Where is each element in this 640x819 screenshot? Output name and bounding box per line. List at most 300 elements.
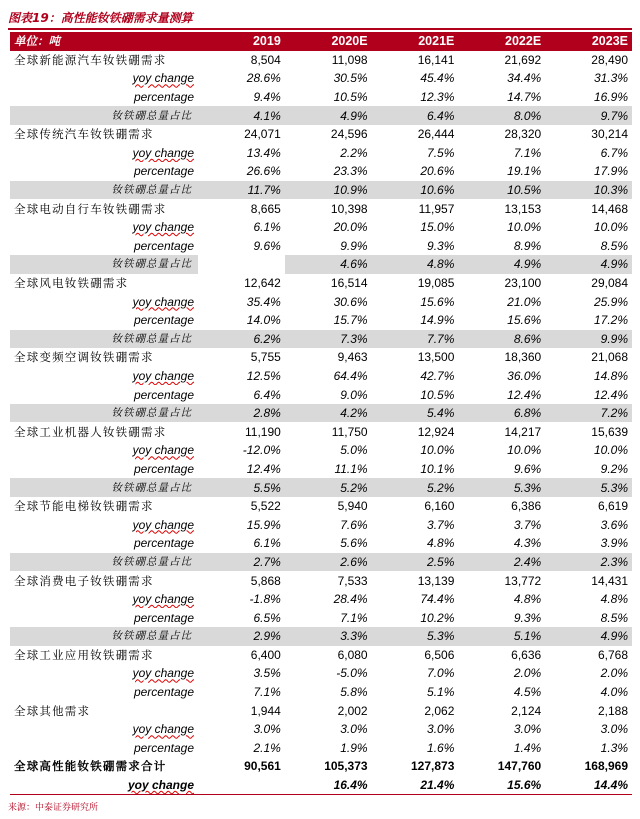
table-cell: 10.5% xyxy=(420,387,455,402)
table-cell: 5.4% xyxy=(372,404,459,423)
table-row xyxy=(10,478,632,497)
yoy-label xyxy=(10,69,198,88)
table-cell: 15.7% xyxy=(333,313,368,328)
table-row xyxy=(10,534,632,553)
yoy-label-text: yoy change xyxy=(132,443,194,458)
table-cell: 15.9% xyxy=(246,517,281,532)
table-cell: 7.0% xyxy=(427,666,455,681)
table-cell: 6.7% xyxy=(600,145,628,160)
yoy-label-text: yoy change xyxy=(132,517,194,532)
table-cell: 9.2% xyxy=(600,461,628,476)
table-cell: 15.6% xyxy=(507,313,542,328)
table-cell: 36.0% xyxy=(507,368,542,383)
table-cell: 4.1% xyxy=(198,106,285,125)
table-cell: 4.5% xyxy=(513,685,542,700)
table-cell: 8.6% xyxy=(458,330,545,349)
table-row xyxy=(10,181,632,200)
table-cell: 10.0% xyxy=(420,443,455,458)
table-cell: 12.4% xyxy=(246,461,281,476)
title-rule xyxy=(8,28,632,30)
table-cell: 2.9% xyxy=(198,627,285,646)
table-cell: 2,188 xyxy=(597,703,628,718)
table-cell: 4.2% xyxy=(285,404,372,423)
table-cell: 3.7% xyxy=(513,517,542,532)
row-label: 全球其他需求 xyxy=(14,703,91,718)
yoy-label-text: yoy change xyxy=(132,71,194,86)
table-cell: 26.6% xyxy=(246,164,281,179)
table-row xyxy=(10,255,632,274)
table-cell: 17.9% xyxy=(593,164,628,179)
table-cell: 1.6% xyxy=(427,740,455,755)
table-row xyxy=(10,69,632,88)
table-cell: 11,098 xyxy=(331,52,368,67)
table-cell: 24,596 xyxy=(330,127,368,142)
table-cell: 28.4% xyxy=(333,592,368,607)
table-cell: 15.6% xyxy=(458,776,545,795)
table-cell: 4.8% xyxy=(372,255,459,274)
table-row xyxy=(10,627,632,646)
table-cell: -1.8% xyxy=(249,592,281,607)
table-cell: 6.4% xyxy=(372,106,459,125)
table-cell: 8,665 xyxy=(250,201,281,216)
yoy-label xyxy=(10,720,198,739)
table-cell: 14.4% xyxy=(545,776,632,795)
yoy-label xyxy=(10,292,198,311)
table-cell: 2,002 xyxy=(337,703,368,718)
table-cell: 10.0% xyxy=(507,443,542,458)
table-cell: 5.0% xyxy=(340,443,368,458)
yoy-label xyxy=(10,515,198,534)
yoy-label xyxy=(10,144,198,163)
percentage-label: percentage xyxy=(133,313,194,328)
table-cell: 3.0% xyxy=(253,722,281,737)
table-cell: 8,504 xyxy=(250,52,281,67)
table-row xyxy=(10,367,632,386)
percentage-label: percentage xyxy=(133,164,194,179)
percentage-label: percentage xyxy=(133,238,194,253)
table-cell: 4.9% xyxy=(458,255,545,274)
table-cell: 7.6% xyxy=(340,517,368,532)
table-cell: 6,636 xyxy=(511,647,542,662)
row-label: 全球变频空调钕铁硼需求 xyxy=(14,350,154,365)
table-cell: 14,468 xyxy=(591,201,628,216)
percentage-label: percentage xyxy=(133,685,194,700)
table-cell: 2.2% xyxy=(340,145,368,160)
table-cell: 15.6% xyxy=(420,294,455,309)
table-cell: 5,940 xyxy=(337,499,368,514)
table-cell: 7.1% xyxy=(340,610,368,625)
yoy-label-text: yoy change xyxy=(132,592,194,607)
share-label: 钕铁硼总量占比 xyxy=(10,553,198,572)
yoy-label-text: yoy change xyxy=(127,778,194,793)
table-cell: 4.6% xyxy=(285,255,372,274)
row-label: 全球传统汽车钕铁硼需求 xyxy=(14,127,154,142)
table-cell: 6,506 xyxy=(424,647,455,662)
table-cell: 35.4% xyxy=(246,294,281,309)
table-cell: -5.0% xyxy=(336,666,368,681)
table-cell: 25.9% xyxy=(593,294,628,309)
table-cell: 12.3% xyxy=(420,90,455,105)
table-cell: 12.4% xyxy=(507,387,542,402)
table-cell xyxy=(198,255,285,274)
table-cell: 4.9% xyxy=(545,255,632,274)
table-row xyxy=(10,590,632,609)
table-row xyxy=(10,162,632,181)
table-cell: 16,141 xyxy=(417,52,455,67)
table-cell: 30.6% xyxy=(333,294,368,309)
table-cell: 1.3% xyxy=(600,740,628,755)
table-row xyxy=(10,51,632,70)
share-label: 钕铁硼总量占比 xyxy=(10,106,198,125)
table-cell: 12,642 xyxy=(244,276,281,291)
table-row xyxy=(10,553,632,572)
table-row xyxy=(10,776,632,795)
table-cell: 7.1% xyxy=(513,145,542,160)
table-cell: 19.1% xyxy=(507,164,542,179)
table-cell: 9.6% xyxy=(253,238,281,253)
share-label: 钕铁硼总量占比 xyxy=(10,627,198,646)
table-cell: 4.8% xyxy=(600,592,628,607)
yoy-label xyxy=(10,664,198,683)
percentage-label: percentage xyxy=(133,740,194,755)
share-label: 钕铁硼总量占比 xyxy=(10,255,198,274)
table-row xyxy=(10,460,632,479)
table-cell: 6.1% xyxy=(253,536,281,551)
yoy-label xyxy=(10,218,198,237)
table-cell: 9.0% xyxy=(340,387,368,402)
table-cell: 168,969 xyxy=(584,759,628,774)
table-row xyxy=(10,441,632,460)
table-cell: 9.4% xyxy=(253,90,281,105)
table-cell: 5.1% xyxy=(427,685,455,700)
table-cell: 31.3% xyxy=(593,71,628,86)
table-cell: 13,153 xyxy=(504,201,542,216)
table-cell: 6.8% xyxy=(458,404,545,423)
percentage-label: percentage xyxy=(133,90,194,105)
table-cell: 8.9% xyxy=(513,238,542,253)
table-row xyxy=(10,422,632,441)
table-cell: 16.4% xyxy=(285,776,372,795)
table-cell: 28,320 xyxy=(504,127,542,142)
table-row xyxy=(10,701,632,720)
table-cell: 12.4% xyxy=(593,387,628,402)
table-cell: 19,085 xyxy=(417,276,455,291)
table-cell: 5.3% xyxy=(545,478,632,497)
yoy-label-text: yoy change xyxy=(132,666,194,681)
table-cell: 3.3% xyxy=(285,627,372,646)
table-cell: 21,692 xyxy=(504,52,542,67)
table-row xyxy=(10,608,632,627)
yoy-label-text: yoy change xyxy=(132,294,194,309)
table-cell: 5.1% xyxy=(458,627,545,646)
table-cell: 6.2% xyxy=(198,330,285,349)
table-row xyxy=(10,757,632,776)
table-cell: 11,190 xyxy=(244,424,281,439)
yoy-label-text: yoy change xyxy=(132,722,194,737)
table-cell: 1.9% xyxy=(340,740,368,755)
table-cell: 9,463 xyxy=(337,350,368,365)
table-row xyxy=(10,404,632,423)
table-cell: 6.4% xyxy=(253,387,281,402)
table-cell: 14.0% xyxy=(246,313,281,328)
table-cell: 30.5% xyxy=(333,71,368,86)
table-cell: 9.9% xyxy=(340,238,368,253)
table-cell: 3.0% xyxy=(427,722,455,737)
percentage-label: percentage xyxy=(133,387,194,402)
table-body xyxy=(10,51,632,795)
table-cell: 6,619 xyxy=(597,499,628,514)
table-cell: 21.4% xyxy=(372,776,459,795)
table-cell: 12.5% xyxy=(246,368,281,383)
table-cell: 6,160 xyxy=(424,499,455,514)
yoy-label xyxy=(10,590,198,609)
table-cell: 2.7% xyxy=(198,553,285,572)
table-row xyxy=(10,683,632,702)
unit-header: 单位：吨 xyxy=(10,32,198,51)
table-cell: 8.0% xyxy=(458,106,545,125)
table-cell: 14,431 xyxy=(591,573,628,588)
table-cell: 9.6% xyxy=(513,461,542,476)
percentage-label: percentage xyxy=(133,536,194,551)
table-cell: 3.0% xyxy=(340,722,368,737)
table-cell: 6,400 xyxy=(250,647,281,662)
percentage-label: percentage xyxy=(133,461,194,476)
table-cell: 16.9% xyxy=(593,90,628,105)
year-header: 2019 xyxy=(198,32,285,51)
table-cell: 28.6% xyxy=(246,71,281,86)
table-cell: 64.4% xyxy=(333,368,368,383)
table-cell: 5.2% xyxy=(372,478,459,497)
table-cell: 5.8% xyxy=(340,685,368,700)
table-cell: 23.3% xyxy=(333,164,368,179)
table-cell: 28,490 xyxy=(591,52,628,67)
table-cell: 3.0% xyxy=(600,722,628,737)
table-cell: 127,873 xyxy=(411,759,455,774)
table-cell: 12,924 xyxy=(417,424,455,439)
year-header: 2021E xyxy=(372,32,459,51)
table-cell: 13,772 xyxy=(504,573,542,588)
yoy-label xyxy=(10,441,198,460)
row-label: 全球电动自行车钕铁硼需求 xyxy=(14,201,167,216)
share-label: 钕铁硼总量占比 xyxy=(10,478,198,497)
table-cell: 14.9% xyxy=(420,313,455,328)
table-row xyxy=(10,646,632,665)
table-cell: 15,639 xyxy=(591,424,628,439)
table-row xyxy=(10,515,632,534)
table-cell: 10.5% xyxy=(333,90,368,105)
table-cell: 2.0% xyxy=(600,666,628,681)
table-cell: 9.3% xyxy=(513,610,542,625)
table-cell: 3.6% xyxy=(600,517,628,532)
table-cell: 6,768 xyxy=(597,647,628,662)
table-cell: 20.0% xyxy=(333,220,368,235)
table-cell: 13,139 xyxy=(417,573,455,588)
table-cell: 16,514 xyxy=(330,276,368,291)
table-cell: 23,100 xyxy=(504,276,542,291)
table-cell: 7.5% xyxy=(427,145,455,160)
table-cell: 45.4% xyxy=(420,71,455,86)
table-cell: 26,444 xyxy=(417,127,455,142)
table-cell: 14,217 xyxy=(504,424,542,439)
table-row xyxy=(10,292,632,311)
table-cell: 2.3% xyxy=(545,553,632,572)
year-header: 2020E xyxy=(285,32,372,51)
source-note: 来源：中泰证券研究所 xyxy=(8,803,99,813)
table-cell: 2.1% xyxy=(253,740,281,755)
table-cell: 7.1% xyxy=(253,685,281,700)
figure-title: 图表19：高性能钕铁硼需求量测算 xyxy=(8,11,193,25)
table-row xyxy=(10,144,632,163)
table-row xyxy=(10,218,632,237)
table-cell: 5,755 xyxy=(250,350,281,365)
table-cell: 5.5% xyxy=(198,478,285,497)
table-cell: 3.9% xyxy=(600,536,628,551)
table-cell: 5,868 xyxy=(250,573,281,588)
table-cell: 74.4% xyxy=(420,592,455,607)
yoy-label xyxy=(10,776,198,795)
table-cell: 11.1% xyxy=(334,461,368,476)
table-row xyxy=(10,497,632,516)
row-label: 全球工业应用钕铁硼需求 xyxy=(14,647,154,662)
table-row xyxy=(10,274,632,293)
table-cell: 5.2% xyxy=(285,478,372,497)
table-cell: 13,500 xyxy=(417,350,455,365)
share-label: 钕铁硼总量占比 xyxy=(10,330,198,349)
table-row xyxy=(10,125,632,144)
row-label: 全球风电钕铁硼需求 xyxy=(14,276,129,291)
header-row xyxy=(10,32,632,51)
table-cell: 6.5% xyxy=(253,610,281,625)
table-cell: 30,214 xyxy=(591,127,628,142)
table-cell: 9.3% xyxy=(427,238,455,253)
table-cell: 105,373 xyxy=(324,759,368,774)
table-row xyxy=(10,88,632,107)
table-cell: 29,084 xyxy=(591,276,628,291)
table-cell: 4.0% xyxy=(600,685,628,700)
table-cell: 17.2% xyxy=(593,313,628,328)
row-label: 全球消费电子钕铁硼需求 xyxy=(14,573,154,588)
table-cell: 6,080 xyxy=(337,647,368,662)
row-label: 全球高性能钕铁硼需求合计 xyxy=(14,759,167,774)
table-row xyxy=(10,237,632,256)
table-cell: 20.6% xyxy=(420,164,455,179)
table-cell: 2.5% xyxy=(372,553,459,572)
table-cell: 14.8% xyxy=(593,368,628,383)
table-cell: 10.3% xyxy=(545,181,632,200)
table-row xyxy=(10,311,632,330)
table-cell: 15.0% xyxy=(420,220,455,235)
table-row xyxy=(10,385,632,404)
table-cell: 5.3% xyxy=(458,478,545,497)
table-cell: 21.0% xyxy=(507,294,542,309)
table-cell: 4.8% xyxy=(513,592,542,607)
table-cell: 7.7% xyxy=(372,330,459,349)
yoy-label-text: yoy change xyxy=(132,145,194,160)
year-header: 2022E xyxy=(458,32,545,51)
table-cell: 1.4% xyxy=(513,740,542,755)
table-cell: 1,944 xyxy=(250,703,281,718)
table-cell: 7.3% xyxy=(285,330,372,349)
table-cell: 2.0% xyxy=(513,666,542,681)
table-cell: 2,124 xyxy=(511,703,542,718)
table-cell: 24,071 xyxy=(244,127,281,142)
table-cell: 10.5% xyxy=(458,181,545,200)
table-cell: 2.8% xyxy=(198,404,285,423)
table-cell: 6,386 xyxy=(511,499,542,514)
table-cell xyxy=(198,776,285,795)
yoy-label xyxy=(10,367,198,386)
table-cell: 13.4% xyxy=(246,145,281,160)
table-cell: 11.7% xyxy=(198,181,285,200)
row-label: 全球工业机器人钕铁硼需求 xyxy=(14,424,167,439)
share-label: 钕铁硼总量占比 xyxy=(10,404,198,423)
table-cell: 11,750 xyxy=(331,424,368,439)
table-cell: 2.6% xyxy=(285,553,372,572)
table-cell: 7.2% xyxy=(545,404,632,423)
table-row xyxy=(10,664,632,683)
table-cell: 10.0% xyxy=(593,443,628,458)
table-row xyxy=(10,720,632,739)
demand-table xyxy=(10,32,632,795)
table-cell: 6.1% xyxy=(253,220,281,235)
table-cell: 5,522 xyxy=(250,499,281,514)
table-row xyxy=(10,106,632,125)
table-row xyxy=(10,199,632,218)
table-cell: 18,360 xyxy=(504,350,542,365)
table-cell: 3.7% xyxy=(427,517,455,532)
table-cell: 9.7% xyxy=(545,106,632,125)
table-cell: 42.7% xyxy=(420,368,455,383)
table-row xyxy=(10,330,632,349)
table-cell: 4.9% xyxy=(285,106,372,125)
share-label: 钕铁硼总量占比 xyxy=(10,181,198,200)
table-cell: 10.9% xyxy=(285,181,372,200)
table-cell: 8.5% xyxy=(600,610,628,625)
table-cell: 9.9% xyxy=(545,330,632,349)
table-row xyxy=(10,571,632,590)
table-cell: 7,533 xyxy=(337,573,368,588)
table-cell: 14.7% xyxy=(507,90,542,105)
table-cell: 10.6% xyxy=(372,181,459,200)
table-cell: 4.9% xyxy=(545,627,632,646)
table-cell: 2.4% xyxy=(458,553,545,572)
row-label: 全球节能电梯钕铁硼需求 xyxy=(14,499,154,514)
table-cell: 11,957 xyxy=(418,201,455,216)
table-cell: 10.2% xyxy=(420,610,455,625)
table-cell: 4.8% xyxy=(427,536,455,551)
table-cell: 10.0% xyxy=(507,220,542,235)
year-header: 2023E xyxy=(545,32,632,51)
percentage-label: percentage xyxy=(133,610,194,625)
yoy-label-text: yoy change xyxy=(132,368,194,383)
table-cell: 10.1% xyxy=(420,461,455,476)
table-cell: 3.5% xyxy=(253,666,281,681)
row-label: 全球新能源汽车钕铁硼需求 xyxy=(14,52,167,67)
table-row xyxy=(10,348,632,367)
table-cell: -12.0% xyxy=(242,443,281,458)
table-row xyxy=(10,739,632,758)
table-cell: 34.4% xyxy=(507,71,542,86)
table-cell: 5.3% xyxy=(372,627,459,646)
table-cell: 147,760 xyxy=(497,759,542,774)
table-cell: 10,398 xyxy=(330,201,368,216)
table-cell: 90,561 xyxy=(244,759,281,774)
table-cell: 8.5% xyxy=(600,238,628,253)
table-cell: 21,068 xyxy=(591,350,628,365)
table-cell: 3.0% xyxy=(513,722,542,737)
table-cell: 5.6% xyxy=(340,536,368,551)
table-cell: 10.0% xyxy=(593,220,628,235)
